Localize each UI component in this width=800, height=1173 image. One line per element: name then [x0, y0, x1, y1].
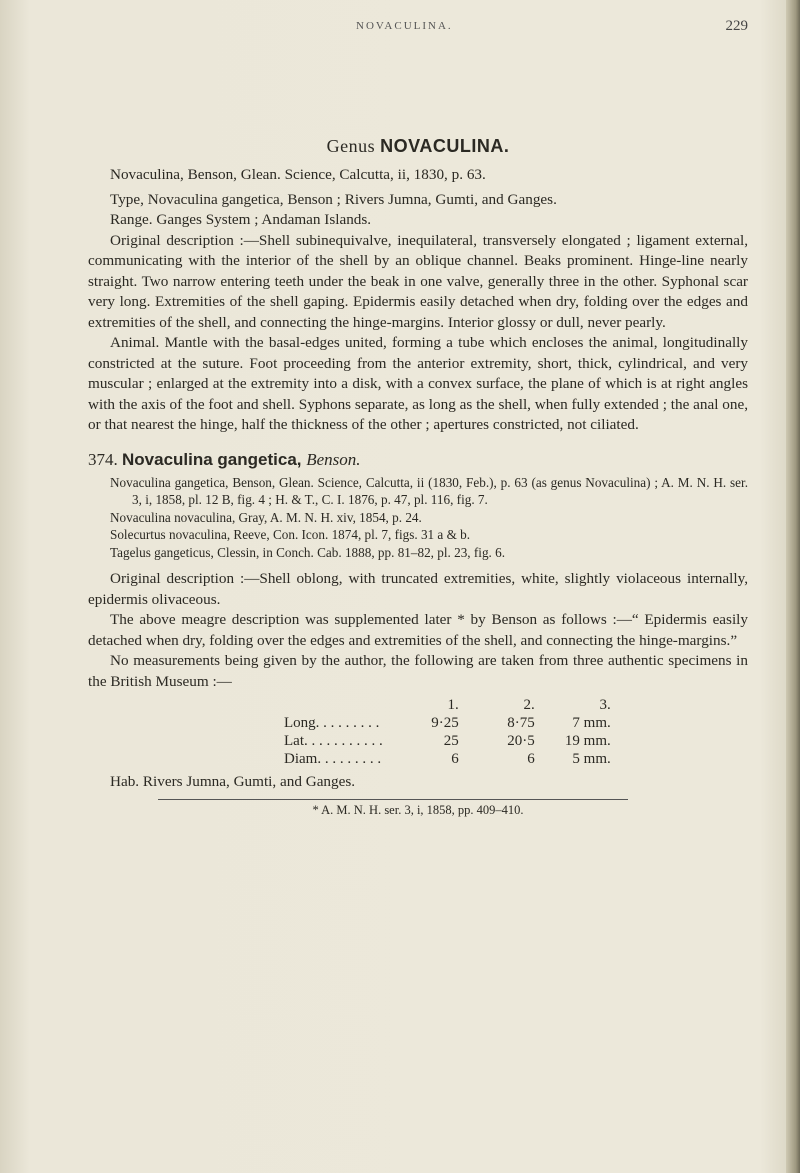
row-label: Long. . . . . . . . .	[284, 714, 380, 731]
genus-animal: Animal. Mantle with the basal-edges united, forming a tube which encloses the animal, longitudinally constricted at the suture. Foot proceeding from the anterior extremity, short, thick, cylindrical, and very muscular ; enlarged at the extremity into a disk, with a convex surface, the plane of which is at right angles with the axis of the foot and shell. Syphons separate, as long as the shell, when fully extended ; the anal one, or that nearest the hinge, half the thickness of the other ; apertures constricted, not ciliated.	[88, 334, 748, 433]
table-header-row	[278, 696, 617, 714]
table-cell: 6	[451, 750, 459, 767]
table-row	[278, 750, 617, 768]
table-row	[278, 714, 617, 732]
column-header: 2.	[523, 696, 535, 713]
row-label: Diam. . . . . . . . .	[284, 750, 382, 767]
synonymy-entry: Novaculina gangetica, Benson, Glean. Science, Calcutta, ii (1830, Feb.), p. 63 (as genus Novaculina) ; A. M. N. H. ser. 3, i, 1858, pl. 12 B, fig. 4 ; H. & T., C. I. 1876, p. 47, pl. 116, fig. 7.	[110, 474, 748, 507]
table-cell: 20·5	[507, 732, 535, 749]
species-number: 374.	[88, 449, 122, 469]
page-edge-shadow	[786, 0, 800, 1173]
habitat: Hab. Rivers Jumna, Gumti, and Ganges.	[110, 773, 356, 790]
table-row	[278, 732, 617, 750]
measurements-intro: No measurements being given by the author, the following are taken from three authentic specimens in the British Museum :—	[88, 652, 748, 690]
table-cell: 8·75	[507, 714, 535, 731]
row-label: Lat. . . . . . . . . . .	[284, 732, 383, 749]
species-name: Novaculina gangetica,	[122, 449, 307, 469]
species-heading	[88, 450, 748, 470]
table-cell: 6	[527, 750, 535, 767]
footnote-rule	[158, 799, 628, 800]
species-original-description: Original description :—Shell oblong, with truncated extremities, white, slightly violaceous internally, epidermis olivaceous.	[88, 570, 748, 608]
synonymy-list	[88, 474, 748, 562]
running-title: NOVACULINA.	[356, 20, 453, 32]
synonymy-entry: Tagelus gangeticus, Clessin, in Conch. Cab. 1888, pp. 81–82, pl. 23, fig. 6.	[110, 544, 506, 560]
running-head	[88, 18, 748, 42]
column-header: 3.	[599, 696, 611, 713]
genus-range: Range. Ganges System ; Andaman Islands.	[110, 211, 372, 228]
synonymy-entry: Novaculina novaculina, Gray, A. M. N. H. xiv, 1854, p. 24.	[110, 509, 422, 525]
synonymy-entry: Solecurtus novaculina, Reeve, Con. Icon. 1874, pl. 7, figs. 31 a & b.	[110, 527, 471, 542]
table-cell: 7 mm.	[572, 714, 611, 731]
genus-type: Type, Novaculina gangetica, Benson ; Rivers Jumna, Gumti, and Ganges.	[110, 190, 557, 208]
page-number: 229	[725, 18, 748, 34]
genus-prefix: Genus	[326, 136, 381, 156]
genus-original-description: Original description :—Shell subinequivalve, inequilateral, transversely elongated ; ligament external, communicating with the interior of the shell by an oblique channel. Beaks prominent. Hinge-line nearly straight. Two narrow entering teeth under the beak in one valve, generally three in the other. Syphonal scar very long. Extremities of the shell gaping. Epidermis easily detached when dry, folding over the edges and extremities of the shell, and connecting the hinge-margins. Interior glossy or dull, never pearly.	[88, 231, 748, 331]
genus-heading	[88, 136, 748, 157]
footnote: * A. M. N. H. ser. 3, i, 1858, pp. 409–410.	[312, 802, 524, 817]
measurements-table	[278, 696, 617, 768]
genus-name: NOVACULINA.	[380, 136, 510, 156]
column-header: 1.	[447, 696, 459, 713]
table-cell: 19 mm.	[564, 732, 611, 749]
species-author: Benson.	[306, 449, 361, 469]
table-cell: 5 mm.	[572, 750, 611, 767]
species-supplement: The above meagre description was supplemented later * by Benson as follows :—“ Epidermis easily detached when dry, folding over the edges and extremities of the shell, and connecting the hinge-margins.”	[88, 611, 748, 649]
genus-authority: Novaculina, Benson, Glean. Science, Calcutta, ii, 1830, p. 63.	[110, 166, 486, 183]
page-text	[88, 18, 748, 818]
table-cell: 9·25	[431, 714, 459, 731]
table-cell: 25	[443, 732, 459, 749]
